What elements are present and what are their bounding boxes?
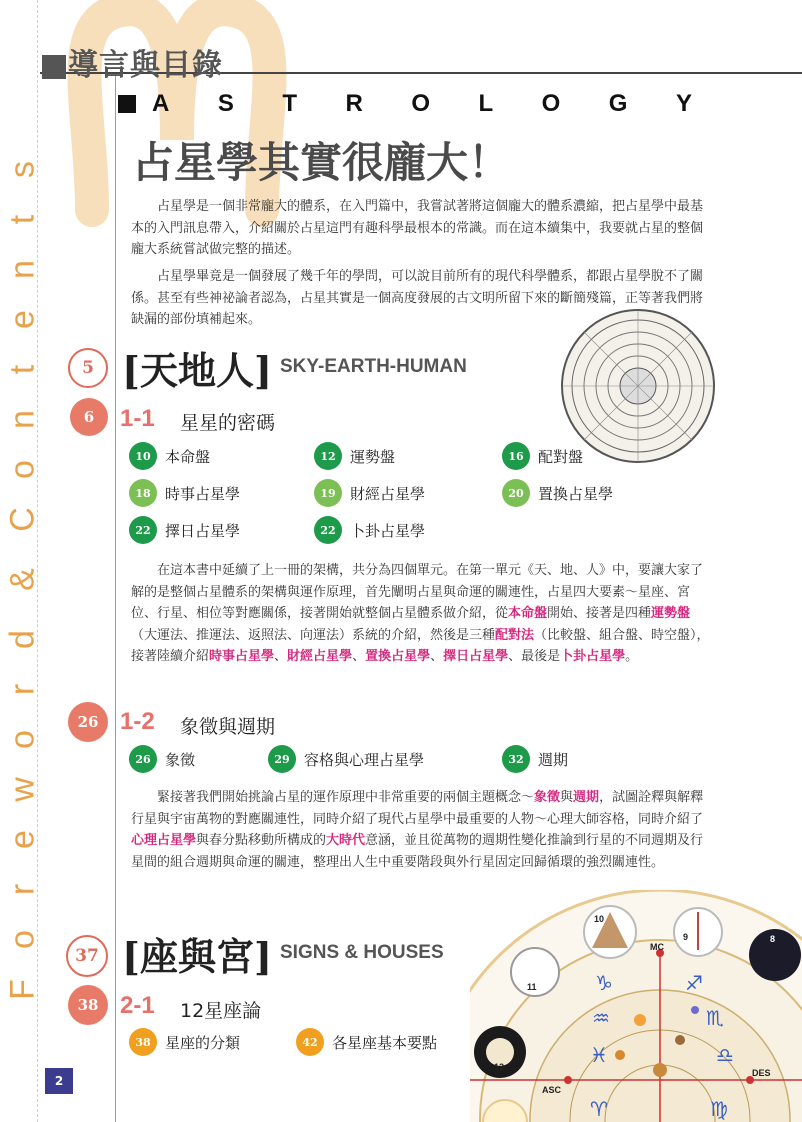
paragraph-text: 在這本書中延續了上一冊的架構，共分為四個單元。在第一單元《天、地、人》中，要讓大家了解的是整個占星體系的架構與運作原理，首先闡明占星與命運的關連性，占星四大要素～星座、宮位、行星、相位等對應關係，接著開始就整個占星體系做介紹，從 (131, 563, 704, 621)
paragraph-text: 意涵，並且從萬物的週期性變化推論到行星的不同週期及行星間的組合週期與命運的關連，整理出人生中重要階段與外行星固定回歸循環的強烈關連性。 (131, 833, 704, 870)
sagittarius-glyph: ♐ (685, 971, 703, 995)
vertical-rule (115, 72, 116, 1122)
astrology-square-icon (118, 95, 136, 113)
astrology-letter: L (478, 90, 494, 117)
toc-item-label: 擇日占星學 (165, 521, 241, 540)
paragraph-text: （大運法、推運法、返照法、向運法）系統的介紹，然後是三種 (131, 627, 496, 643)
page-dot: 42 (296, 1028, 324, 1056)
toc-item[interactable] (268, 745, 424, 773)
aquarius-glyph: ♒ (592, 1006, 610, 1030)
ch1-2-number: 1-2 (120, 708, 155, 735)
highlighted-term: 大時代 (326, 833, 366, 848)
page-header (42, 40, 223, 84)
toc-item-label: 運勢盤 (350, 447, 396, 466)
ch1-1-title[interactable]: 星星的密碼 (180, 412, 276, 434)
toc-item[interactable] (129, 479, 240, 507)
toc-item-label: 本命盤 (165, 447, 211, 466)
toc-item[interactable] (502, 479, 613, 507)
ch1-1-paragraph (131, 560, 713, 668)
page-dot: 29 (268, 745, 296, 773)
highlighted-term: 財經占星學 (287, 649, 353, 664)
side-title-foreword-contents (0, 150, 46, 1030)
paragraph-text: 、 (274, 649, 288, 664)
paragraph-text: （比較盤、組合盤、時空盤），接著陸續介紹 (131, 627, 710, 664)
des-label: DES (752, 1068, 771, 1078)
paragraph-text: 緊接著我們開始挑論占星的運作原理中非常重要的兩個主題概念～ (157, 790, 535, 805)
toc-item-label: 置換占星學 (538, 484, 614, 503)
ch2-1-title[interactable]: 12星座論 (180, 1000, 262, 1022)
intro-paragraph-2: 占星學畢竟是一個發展了幾千年的學問，可以說目前所有的現代科學體系，都跟占星學脫不了關係。甚至有些神祕論者認為，占星其實是一個高度發展的古文明所留下來的斷簡殘篇，正等著我們將缺漏的部份填補起來。 (131, 269, 704, 327)
house-9-label: 9 (683, 932, 689, 942)
paragraph-text: 開始、接著是四種 (547, 606, 652, 621)
ch1-1-page-badge[interactable]: 6 (70, 398, 108, 436)
side-letter: o (3, 730, 42, 749)
page-dot: 18 (129, 479, 157, 507)
pisces-glyph: ♓ (590, 1043, 608, 1067)
toc-item-label: 星座的分類 (165, 1033, 241, 1052)
side-letter: o (3, 930, 42, 949)
page-dot: 20 (502, 479, 530, 507)
part2-title[interactable]: [座與宮] (122, 934, 272, 979)
ch1-2-title[interactable]: 象徵與週期 (180, 716, 276, 738)
astrology-letter: R (345, 90, 363, 117)
highlighted-term: 週期 (573, 790, 600, 805)
toc-item-label: 容格與心理占星學 (304, 750, 425, 769)
virgo-glyph: ♍ (710, 1097, 728, 1121)
side-letter: w (3, 777, 42, 802)
highlighted-term: 卜卦占星學 (560, 649, 626, 664)
paragraph-text: 。 (625, 649, 639, 664)
astrology-letter: A (152, 90, 170, 117)
side-letter: s (3, 161, 42, 178)
side-letter: t (3, 214, 42, 225)
house-10-label: 10 (594, 914, 605, 924)
capricorn-glyph: ♑ (595, 971, 613, 995)
astrology-letter: O (411, 90, 430, 117)
astrology-letter: T (282, 90, 297, 117)
paragraph-text: 、 (430, 649, 444, 664)
side-letter: d (3, 630, 42, 649)
page-dot: 12 (314, 442, 342, 470)
astrology-letter: Y (675, 90, 692, 117)
header-square-icon (42, 55, 66, 79)
astrology-letter: S (217, 90, 234, 117)
side-letter: n (3, 410, 42, 429)
highlighted-term: 置換占星學 (365, 649, 431, 664)
page-dot: 26 (129, 745, 157, 773)
part1-page-badge[interactable]: 5 (68, 348, 108, 388)
page-dot: 38 (129, 1028, 157, 1056)
libra-glyph: ♎ (716, 1043, 734, 1067)
highlighted-term: 配對法 (495, 627, 535, 643)
paragraph-text: ，試圖詮釋與解釋行星與宇宙萬物的對應關連性，同時介紹了現代占星學中最重要的人物～心理大師容格，同時介紹了 (131, 790, 704, 827)
side-letter: e (3, 310, 42, 329)
side-letter: e (3, 830, 42, 849)
aries-glyph: ♈ (590, 1097, 608, 1121)
asc-label: ASC (542, 1085, 562, 1095)
mc-label: MC (650, 942, 664, 952)
toc-item-label: 時事占星學 (165, 484, 241, 503)
side-letter: o (3, 460, 42, 479)
toc-item[interactable] (314, 479, 425, 507)
astrology-banner (118, 90, 692, 120)
house-11-label: 11 (527, 982, 537, 992)
highlighted-term: 時事占星學 (209, 649, 275, 664)
highlighted-term: 本命盤 (508, 606, 548, 621)
ch1-1-number: 1-1 (120, 405, 155, 432)
toc-item[interactable] (129, 745, 195, 773)
house-12-label: 12 (494, 1062, 505, 1072)
ch1-2-paragraph (131, 787, 713, 873)
astrology-letter: G (608, 90, 628, 117)
part1-title-en: SKY-EARTH-HUMAN (280, 356, 467, 377)
toc-item[interactable] (314, 516, 425, 544)
toc-item[interactable] (129, 516, 240, 544)
ch2-1-number: 2-1 (120, 992, 155, 1019)
side-letter: & (3, 568, 42, 591)
paragraph-text: 與 (560, 790, 574, 805)
part2-title-en: SIGNS & HOUSES (280, 942, 444, 963)
side-letter: C (3, 507, 42, 532)
house-8-label: 8 (770, 934, 776, 944)
paragraph-text: 與春分點移動所構成的 (196, 833, 327, 848)
page-number: 2 (45, 1068, 73, 1094)
zodiac-wheel-illustration (470, 890, 802, 1122)
side-letter: t (3, 364, 42, 375)
scorpio-glyph: ♏ (706, 1006, 724, 1030)
intro-paragraph-1: 占星學是一個非常龐大的體系，在入門篇中，我嘗試著將這個龐大的體系濃縮，把占星學中最基本的入門訊息帶入，介紹關於占星這門有趣科學最根本的常識。而在這本續集中，我要就占星的整個龐大系統嘗試做完整的描述。 (131, 199, 704, 257)
page-dot: 22 (314, 516, 342, 544)
astrology-letters (152, 90, 692, 118)
toc-item[interactable] (296, 1028, 437, 1056)
toc-item[interactable] (129, 442, 210, 470)
highlighted-term: 擇日占星學 (443, 649, 509, 664)
toc-item-label: 週期 (538, 750, 569, 769)
side-letter: r (3, 883, 42, 896)
ch1-2-page-badge[interactable]: 26 (68, 702, 108, 742)
toc-item-label: 配對盤 (538, 447, 584, 466)
side-letter: n (3, 260, 42, 279)
toc-item-label: 財經占星學 (350, 484, 426, 503)
highlighted-term: 運勢盤 (651, 606, 691, 621)
side-letter: F (3, 979, 42, 1000)
page-dot: 19 (314, 479, 342, 507)
toc-item-label: 卜卦占星學 (350, 521, 426, 540)
page-dot: 22 (129, 516, 157, 544)
paragraph-text: 、最後是 (508, 649, 561, 664)
toc-item[interactable] (502, 442, 583, 470)
part1-title[interactable]: [天地人] (122, 348, 272, 393)
page-dot: 16 (502, 442, 530, 470)
header-title: 導言與目錄 (68, 48, 223, 83)
toc-item-label: 象徵 (165, 750, 196, 769)
ch2-1-page-badge[interactable]: 38 (68, 985, 108, 1025)
page-dot: 32 (502, 745, 530, 773)
highlighted-term: 象徵 (534, 790, 561, 805)
astrology-letter: O (541, 90, 561, 117)
toc-item[interactable] (129, 1028, 240, 1056)
page-dot: 10 (129, 442, 157, 470)
part2-page-badge[interactable]: 37 (66, 935, 108, 977)
toc-item-label: 各星座基本要點 (332, 1033, 438, 1052)
highlighted-term: 心理占星學 (131, 833, 197, 848)
toc-item[interactable] (314, 442, 395, 470)
main-title: 占星學其實很龐大！ (132, 138, 511, 187)
side-letter: r (3, 683, 42, 696)
toc-item[interactable] (502, 745, 568, 773)
paragraph-text: 、 (352, 649, 366, 664)
